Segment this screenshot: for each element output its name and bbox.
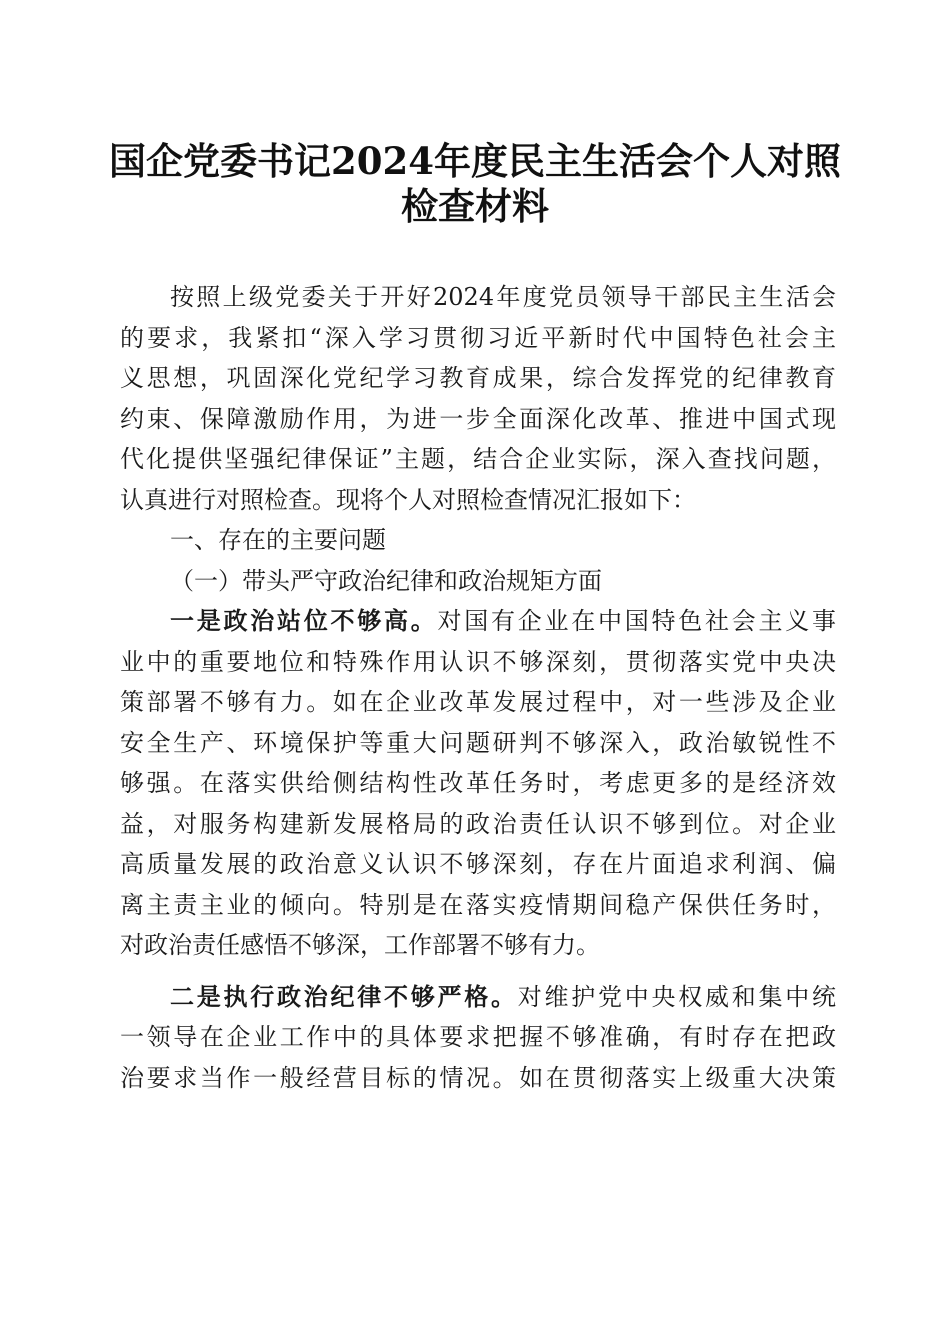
point1-line: 够强。在落实供给侧结构性改革任务时，考虑更多的是经济效 (120, 769, 836, 797)
document-body (120, 277, 836, 1098)
point2-lead: 二是执行政治纪律不够严格。 (170, 981, 518, 1011)
point1-line: 业中的重要地位和特殊作用认识不够深刻，贯彻落实党中央决 (120, 647, 836, 676)
intro-line: 认真进行对照检查。现将个人对照检查情况汇报如下： (120, 485, 696, 514)
intro-line: 的要求，我紧扣“深入学习贯彻习近平新时代中国特色社会主 (120, 323, 836, 352)
point2-first-line (120, 977, 836, 1018)
point1-line: 益，对服务构建新发展格局的政治责任认识不够到位。对企业 (120, 809, 836, 838)
point2-line: 治要求当作一般经营目标的情况。如在贯彻落实上级重大决策 (120, 1063, 836, 1092)
point2-first-line-rest: 对维护党中央权威和集中统 (517, 982, 836, 1011)
point1-line: 高质量发展的政治意义认识不够深刻，存在片面追求利润、偏 (120, 850, 836, 878)
document-title-line-1: 国企党委书记2024年度民主生活会个人对照 (109, 139, 841, 183)
point1-first-line-rest: 对国有企业在中国特色社会主义事 (437, 607, 836, 635)
point1-line: 安全生产、环境保护等重大问题研判不够深入，政治敏锐性不 (120, 728, 836, 757)
intro-line: 按照上级党委关于开好2024年度党员领导干部民主生活会 (170, 283, 836, 311)
intro-line: 代化提供坚强纪律保证”主题，结合企业实际，深入查找问题， (120, 445, 836, 473)
subsection-heading: （一）带头严守政治纪律和政治规矩方面 (170, 566, 602, 595)
point2-line: 一领导在企业工作中的具体要求把握不够准确，有时存在把政 (120, 1023, 836, 1051)
point1-line: 策部署不够有力。如在企业改革发展过程中，对一些涉及企业 (120, 688, 836, 716)
point1-line: 对政治责任感悟不够深，工作部署不够有力。 (120, 931, 600, 959)
point1-first-line (120, 601, 836, 642)
section-heading: 一、存在的主要问题 (170, 526, 386, 554)
point1-lead: 一是政治站位不够高。 (170, 606, 438, 635)
intro-line: 约束、保障激励作用，为进一步全面深化改革、推进中国式现 (120, 404, 836, 433)
point1-line: 离主责主业的倾向。特别是在落实疫情期间稳产保供任务时， (120, 890, 836, 919)
intro-line: 义思想，巩固深化党纪学习教育成果，综合发挥党的纪律教育 (120, 364, 836, 392)
document-title-line-2: 检查材料 (401, 184, 549, 228)
